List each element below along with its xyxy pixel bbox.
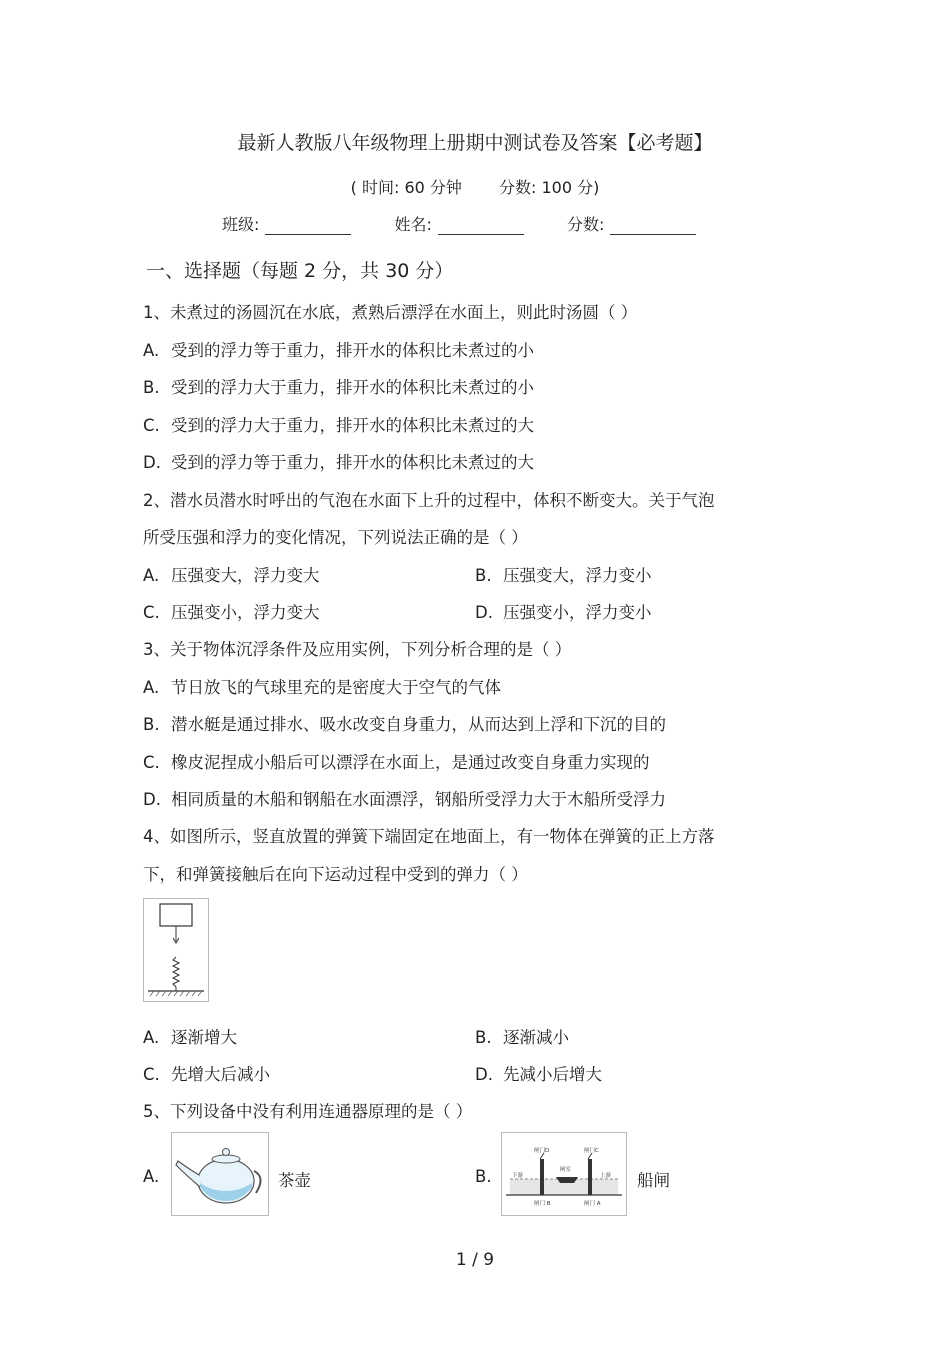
option-letter: D. bbox=[475, 1065, 493, 1084]
option-letter: B. bbox=[475, 566, 492, 585]
q4-option-a[interactable] bbox=[143, 1024, 237, 1048]
ship-lock-figure bbox=[501, 1132, 627, 1216]
gate-d-label: 闸门D bbox=[534, 1148, 550, 1154]
exam-meta bbox=[0, 175, 950, 198]
class-label: 班级: bbox=[222, 215, 260, 234]
q1-option-a[interactable] bbox=[143, 337, 534, 361]
score-label: 分数: bbox=[567, 215, 605, 234]
q2-option-c[interactable] bbox=[143, 599, 320, 623]
option-text: 潜水艇是通过排水、吸水改变自身重力，从而达到上浮和下沉的目的 bbox=[171, 715, 666, 734]
teapot-figure bbox=[171, 1132, 269, 1216]
page-number: 1 / 9 bbox=[455, 1250, 495, 1270]
option-text: 逐渐减小 bbox=[503, 1028, 569, 1047]
q2-stem-line1: 2、潜水员潜水时呼出的气泡在水面下上升的过程中，体积不断变大。关于气泡 bbox=[143, 491, 715, 510]
q3-stem: 3、关于物体沉浮条件及应用实例，下列分析合理的是（ ） bbox=[143, 640, 572, 659]
q1-option-b[interactable] bbox=[143, 374, 534, 398]
option-letter: B. bbox=[475, 1028, 492, 1047]
option-text: 压强变小，浮力变大 bbox=[171, 603, 320, 622]
spring-coil bbox=[173, 957, 179, 991]
option-text: 节日放飞的气球里充的是密度大于空气的气体 bbox=[171, 678, 501, 697]
page-title: 最新人教版八年级物理上册期中测试卷及答案【必考题】 bbox=[237, 132, 713, 154]
option-letter: C. bbox=[143, 416, 160, 435]
option-text: 相同质量的木船和钢船在水面漂浮，钢船所受浮力大于木船所受浮力 bbox=[171, 790, 666, 809]
q1-option-c[interactable] bbox=[143, 412, 534, 436]
option-text: 逐渐增大 bbox=[171, 1028, 237, 1047]
teapot-icon bbox=[172, 1133, 268, 1215]
q2-option-a[interactable] bbox=[143, 562, 320, 586]
q3-option-c[interactable] bbox=[143, 749, 650, 773]
option-letter: D. bbox=[143, 790, 161, 809]
q1-stem: 1、未煮过的汤圆沉在水底，煮熟后漂浮在水面上，则此时汤圆（ ） bbox=[143, 303, 638, 322]
option-letter: C. bbox=[143, 753, 160, 772]
option-letter: C. bbox=[143, 1065, 160, 1084]
q1-option-d[interactable] bbox=[143, 449, 534, 473]
q2-option-b[interactable] bbox=[475, 562, 652, 586]
upstream-label: 上游 bbox=[600, 1173, 612, 1179]
class-blank[interactable] bbox=[265, 218, 351, 235]
gate-c-label: 闸门C bbox=[584, 1148, 599, 1154]
spring-diagram bbox=[144, 899, 208, 1001]
option-text: 先增大后减小 bbox=[171, 1065, 270, 1084]
q3-option-b[interactable] bbox=[143, 711, 666, 735]
option-text: 橡皮泥捏成小船后可以漂浮在水面上，是通过改变自身重力实现的 bbox=[171, 753, 650, 772]
name-blank[interactable] bbox=[438, 218, 524, 235]
class-field[interactable] bbox=[222, 212, 351, 235]
option-letter: A. bbox=[143, 1028, 160, 1047]
q4-option-c[interactable] bbox=[143, 1061, 270, 1085]
q4-option-d[interactable] bbox=[475, 1061, 602, 1085]
exam-time: ( 时间: 60 分钟 bbox=[350, 178, 462, 197]
spring-figure bbox=[143, 898, 209, 1002]
downstream-label: 下游 bbox=[512, 1173, 524, 1179]
option-text: 受到的浮力等于重力，排开水的体积比未煮过的小 bbox=[171, 341, 534, 360]
option-text: 先减小后增大 bbox=[503, 1065, 602, 1084]
section-heading: 一、选择题（每题 2 分，共 30 分） bbox=[146, 260, 454, 282]
option-letter: C. bbox=[143, 603, 160, 622]
q5-option-b-text: 船闸 bbox=[637, 1171, 670, 1190]
option-letter: B. bbox=[143, 715, 160, 734]
q4-stem-line2: 下，和弹簧接触后在向下运动过程中受到的弹力（ ） bbox=[143, 865, 528, 884]
name-field[interactable] bbox=[395, 212, 524, 235]
ground-hatch bbox=[150, 991, 202, 996]
q2-stem-line2: 所受压强和浮力的变化情况，下列说法正确的是（ ） bbox=[143, 528, 528, 547]
option-text: 压强变大，浮力变小 bbox=[503, 566, 652, 585]
q4-option-b[interactable] bbox=[475, 1024, 569, 1048]
q2-option-d[interactable] bbox=[475, 599, 652, 623]
q5-option-a-letter[interactable]: A. bbox=[143, 1167, 160, 1186]
option-letter: A. bbox=[143, 678, 160, 697]
q4-stem-line1: 4、如图所示，竖直放置的弹簧下端固定在地面上，有一物体在弹簧的正上方落 bbox=[143, 827, 715, 846]
falling-block bbox=[160, 904, 192, 926]
gate-b-label: 闸门 B bbox=[534, 1201, 551, 1207]
chamber-label: 闸室 bbox=[560, 1167, 572, 1173]
option-text: 压强变大，浮力变大 bbox=[171, 566, 320, 585]
q3-option-d[interactable] bbox=[143, 786, 666, 810]
student-fields bbox=[222, 212, 734, 235]
q3-option-a[interactable] bbox=[143, 674, 501, 698]
ship-lock-diagram bbox=[502, 1133, 626, 1215]
q5-stem: 5、下列设备中没有利用连通器原理的是（ ） bbox=[143, 1102, 473, 1121]
option-text: 受到的浮力等于重力，排开水的体积比未煮过的大 bbox=[171, 453, 534, 472]
gate-a-label: 闸门 A bbox=[584, 1201, 601, 1207]
option-text: 受到的浮力大于重力，排开水的体积比未煮过的小 bbox=[171, 378, 534, 397]
option-letter: D. bbox=[475, 603, 493, 622]
option-letter: D. bbox=[143, 453, 161, 472]
option-text: 压强变小，浮力变小 bbox=[503, 603, 652, 622]
exam-score: 分数: 100 分) bbox=[499, 178, 600, 197]
option-letter: A. bbox=[143, 341, 160, 360]
option-letter: A. bbox=[143, 566, 160, 585]
q5-option-b-letter[interactable]: B. bbox=[475, 1167, 492, 1186]
option-letter: B. bbox=[143, 378, 160, 397]
score-field[interactable] bbox=[567, 212, 696, 235]
name-label: 姓名: bbox=[394, 215, 432, 234]
q5-option-a-text: 茶壶 bbox=[278, 1171, 311, 1190]
score-blank[interactable] bbox=[610, 218, 696, 235]
option-text: 受到的浮力大于重力，排开水的体积比未煮过的大 bbox=[171, 416, 534, 435]
